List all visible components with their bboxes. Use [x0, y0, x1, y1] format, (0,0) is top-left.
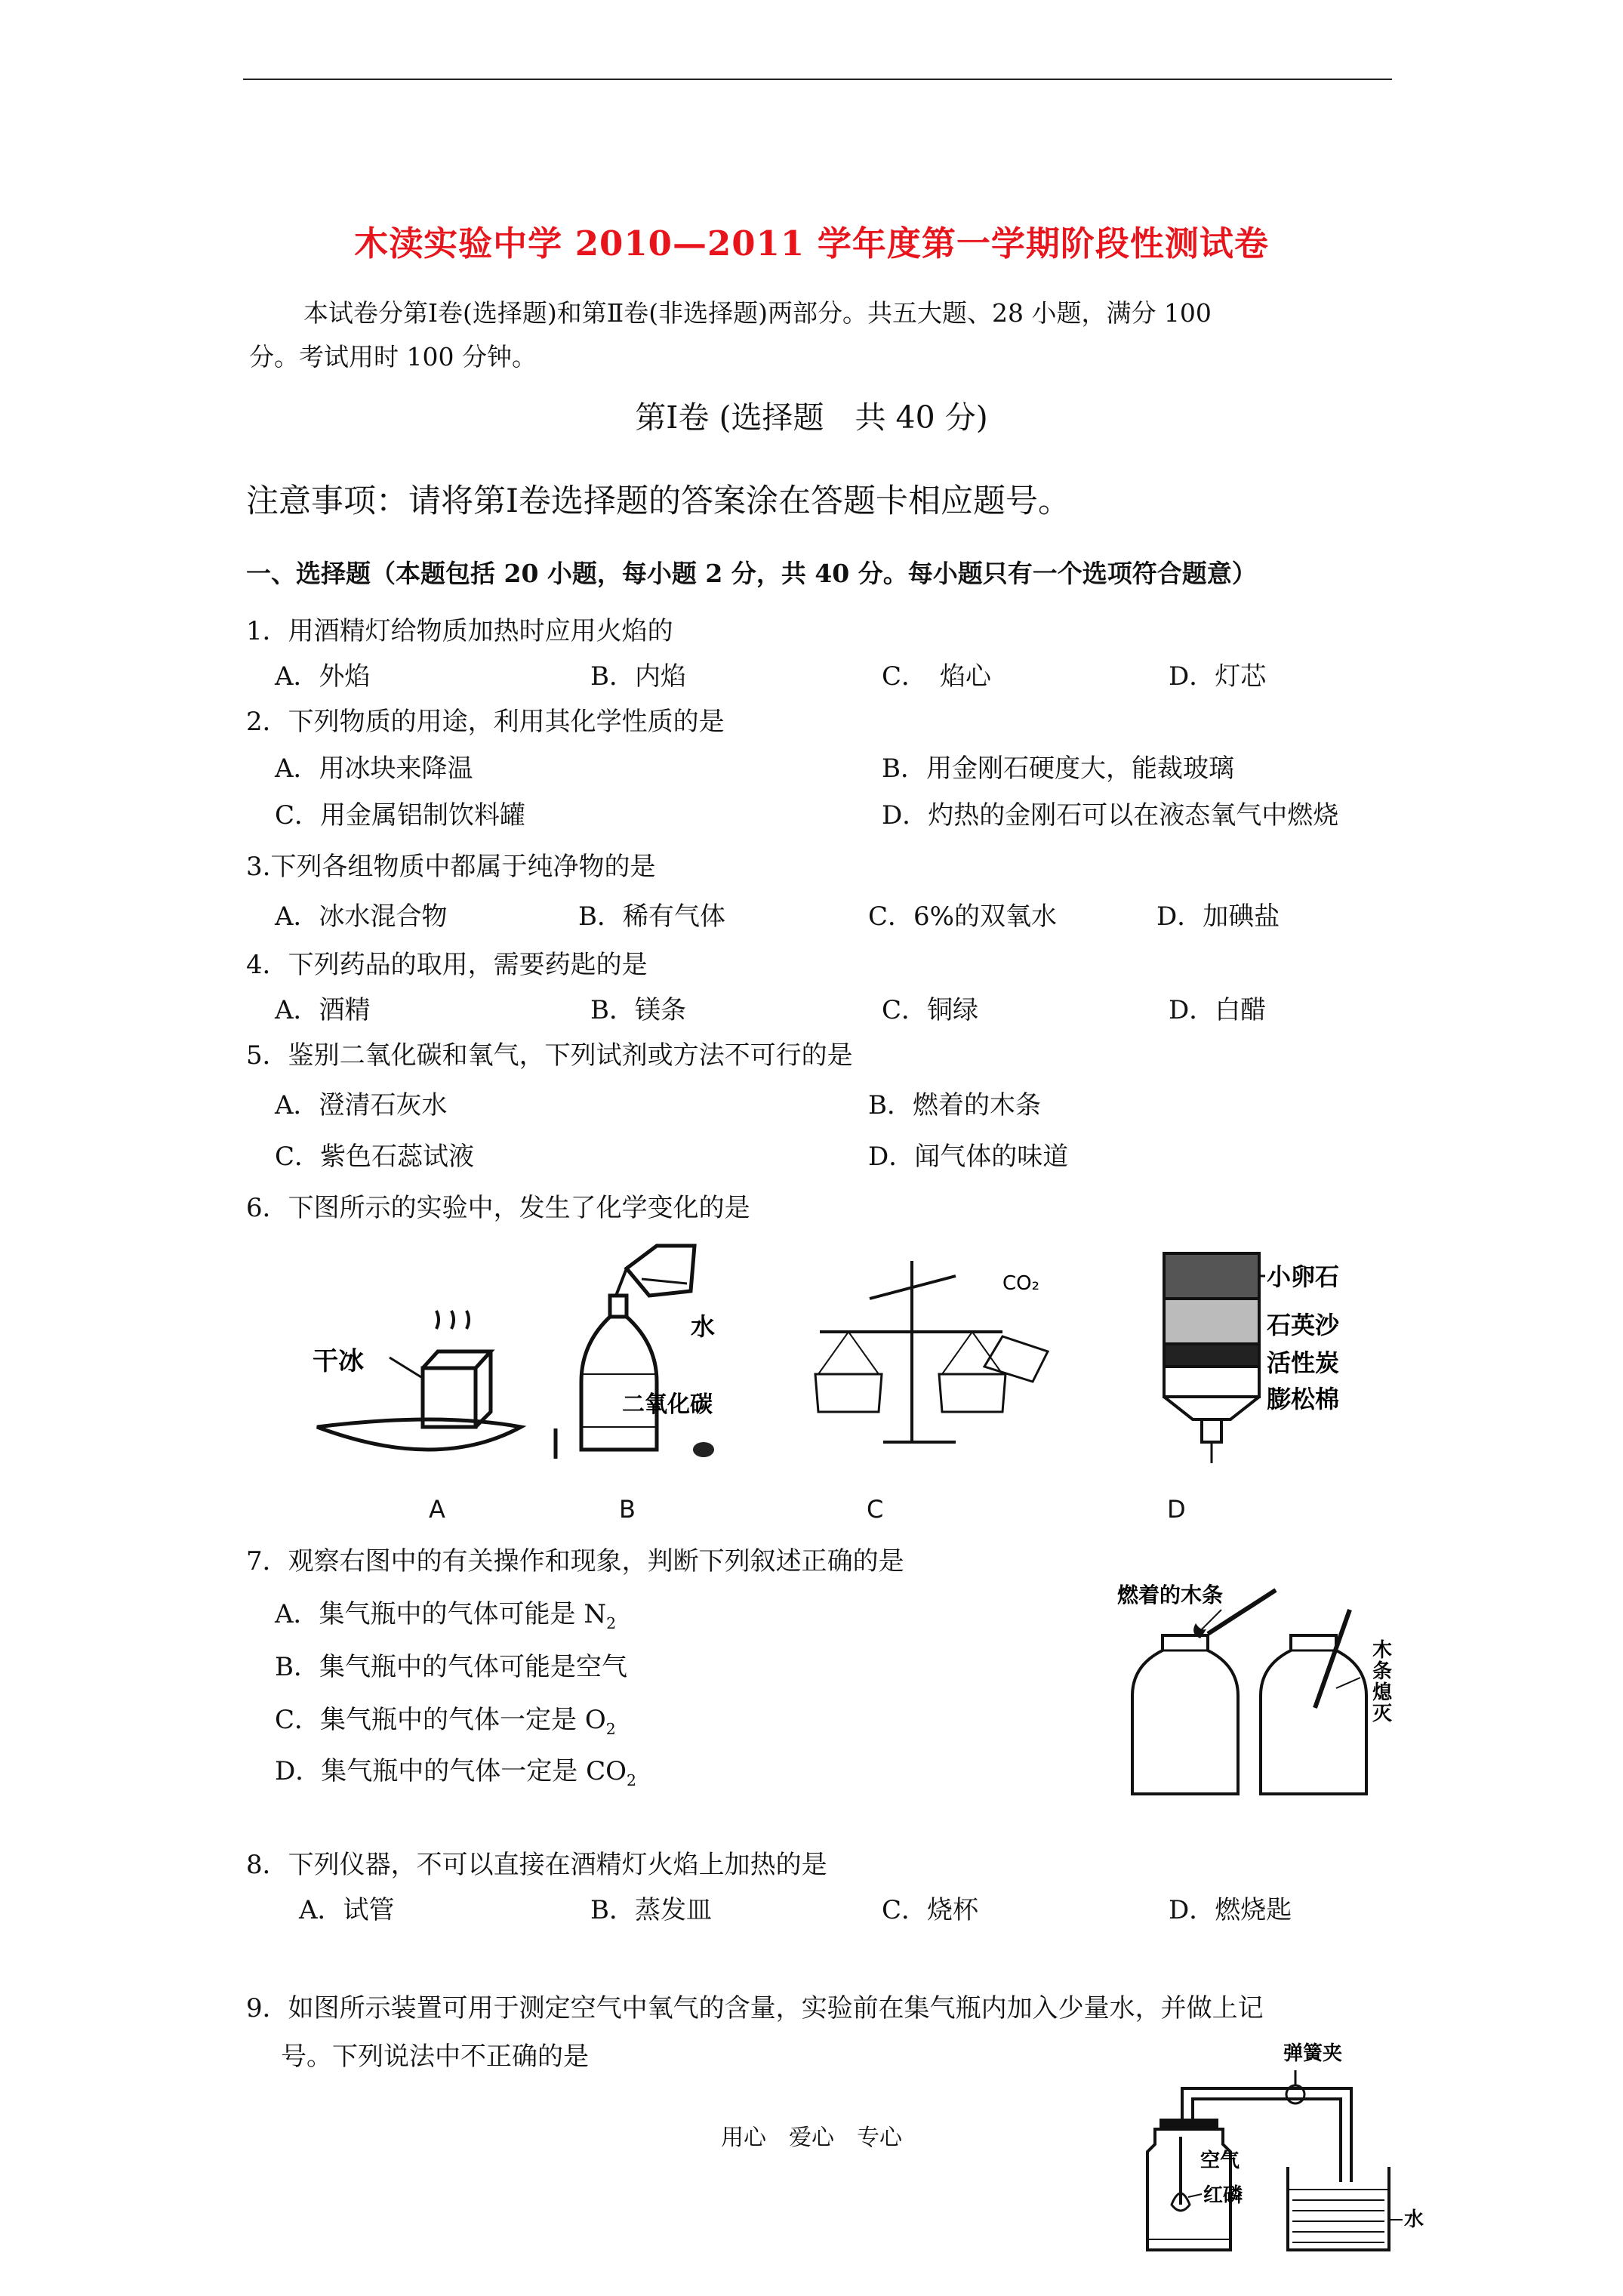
q6-fig-d-label-1: 小卵石 — [1267, 1262, 1340, 1291]
q2-option-c: C．用金属铝制饮料罐 — [275, 800, 526, 831]
q8-option-d: D．燃烧匙 — [1169, 1895, 1292, 1925]
q7-option-a-text: A．集气瓶中的气体可能是 N — [275, 1599, 607, 1629]
q2-option-b: B．用金刚石硬度大，能裁玻璃 — [882, 754, 1234, 784]
q4-option-d: D．白醋 — [1169, 995, 1267, 1025]
question-9-stem-2: 号。下列说法中不正确的是 — [281, 2042, 589, 2072]
q7-fig-out-2: 条 — [1372, 1660, 1393, 1683]
q7-option-c-text: C．集气瓶中的气体一定是 O — [275, 1705, 606, 1735]
notice: 注意事项：请将第Ⅰ卷选择题的答案涂在答题卡相应题号。 — [246, 482, 1070, 520]
q7-option-d-text: D．集气瓶中的气体一定是 CO — [275, 1756, 627, 1786]
q5-option-d: D．闻气体的味道 — [868, 1142, 1069, 1172]
q6-figure-d — [1132, 1223, 1449, 1472]
exam-title: 木渎实验中学 2010—2011 学年度第一学期阶段性测试卷 — [354, 223, 1269, 264]
q3-option-b: B．稀有气体 — [578, 901, 725, 932]
q6-fig-b-water: 水 — [691, 1312, 716, 1341]
question-3-stem: 3.下列各组物质中都属于纯净物的是 — [246, 852, 656, 882]
q3-option-d: D．加碘盐 — [1156, 901, 1280, 932]
q7-option-b: B．集气瓶中的气体可能是空气 — [275, 1652, 627, 1682]
q7-fig-out-3: 熄 — [1372, 1681, 1393, 1704]
q1-option-a: A．外焰 — [275, 661, 371, 692]
q7-option-c-sub: 2 — [605, 1719, 616, 1738]
q1-option-c: C． 焰心 — [882, 661, 992, 692]
q3-option-a: A．冰水混合物 — [275, 901, 448, 932]
q9-fig-p-label: 红磷 — [1203, 2184, 1243, 2207]
q4-option-b: B．镁条 — [590, 995, 686, 1025]
question-8-stem: 8．下列仪器，不可以直接在酒精灯火焰上加热的是 — [246, 1850, 827, 1880]
q9-fig-air-label: 空气 — [1200, 2150, 1240, 2172]
page-footer: 用心 爱心 专心 — [721, 2125, 902, 2151]
q6-figure-c — [805, 1253, 1107, 1457]
q1-option-d: D．灯芯 — [1169, 661, 1267, 692]
q7-fig-out-4: 灭 — [1372, 1703, 1393, 1725]
q7-option-c — [275, 1699, 616, 1738]
section-heading: 一、选择题（本题包括 20 小题，每小题 2 分，共 40 分。每小题只有一个选项符合题意） — [246, 559, 1257, 588]
question-5-stem: 5．鉴别二氧化碳和氧气，下列试剂或方法不可行的是 — [246, 1040, 853, 1071]
q6-fig-b-co2: 二氧化碳 — [622, 1391, 713, 1418]
q6-figure-a — [302, 1299, 528, 1472]
intro-line-1: 本试卷分第Ⅰ卷(选择题)和第Ⅱ卷(非选择题)两部分。共五大题、28 小题，满分 100 — [303, 298, 1212, 328]
q7-option-a — [275, 1593, 616, 1632]
q8-option-b: B．蒸发皿 — [590, 1895, 712, 1925]
q7-option-d — [275, 1750, 636, 1789]
q6-fig-a-label: 干冰 — [313, 1346, 364, 1376]
q5-option-b: B．燃着的木条 — [868, 1090, 1041, 1120]
part1-title: 第Ⅰ卷 (选择题 共 40 分) — [635, 399, 988, 436]
q2-option-d: D．灼热的金刚石可以在液态氧气中燃烧 — [882, 800, 1339, 831]
q4-option-a: A．酒精 — [275, 995, 371, 1025]
intro-paragraph — [249, 291, 1397, 379]
question-6-stem: 6．下图所示的实验中，发生了化学变化的是 — [246, 1193, 750, 1223]
q6-fig-c-co2: CO₂ — [1002, 1272, 1040, 1295]
q6-label-d: D — [1167, 1495, 1186, 1524]
q6-figure-b — [544, 1223, 830, 1465]
q5-option-c: C．紫色石蕊试液 — [275, 1142, 475, 1172]
question-7-stem: 7．观察右图中的有关操作和现象，判断下列叙述正确的是 — [246, 1546, 904, 1576]
header-rule — [243, 79, 1392, 80]
q6-label-b: B — [619, 1495, 636, 1524]
question-1-stem: 1．用酒精灯给物质加热时应用火焰的 — [246, 616, 673, 646]
q7-fig-stick-label: 燃着的木条 — [1117, 1583, 1224, 1607]
q2-option-a: A．用冰块来降温 — [275, 754, 473, 784]
question-2-stem: 2．下列物质的用途，利用其化学性质的是 — [246, 707, 725, 737]
question-9-stem-1: 9．如图所示装置可用于测定空气中氧气的含量，实验前在集气瓶内加入少量水，并做上记 — [246, 1993, 1264, 2023]
intro-line-2: 分。考试用时 100 分钟。 — [249, 342, 537, 371]
q6-label-c: C — [867, 1495, 884, 1524]
q7-option-d-sub: 2 — [626, 1771, 636, 1789]
q7-fig-out-1: 木 — [1372, 1639, 1393, 1662]
q8-option-c: C．烧杯 — [882, 1895, 979, 1925]
q7-figure — [1110, 1575, 1412, 1801]
q4-option-c: C．铜绿 — [882, 995, 979, 1025]
q7-option-a-sub: 2 — [606, 1613, 617, 1632]
q9-fig-water-label: 水 — [1404, 2208, 1424, 2231]
q5-option-a: A．澄清石灰水 — [275, 1090, 448, 1120]
question-4-stem: 4．下列药品的取用，需要药匙的是 — [246, 950, 648, 980]
q8-option-a: A．试管 — [299, 1895, 395, 1925]
q6-label-a: A — [429, 1495, 445, 1524]
q1-option-b: B．内焰 — [590, 661, 686, 692]
q6-fig-d-label-4: 膨松棉 — [1267, 1385, 1340, 1413]
q3-option-c: C．6%的双氧水 — [868, 901, 1057, 932]
q9-fig-clip-label: 弹簧夹 — [1283, 2042, 1343, 2065]
q6-fig-d-label-3: 活性炭 — [1267, 1348, 1340, 1377]
q6-fig-d-label-2: 石英沙 — [1267, 1311, 1340, 1339]
